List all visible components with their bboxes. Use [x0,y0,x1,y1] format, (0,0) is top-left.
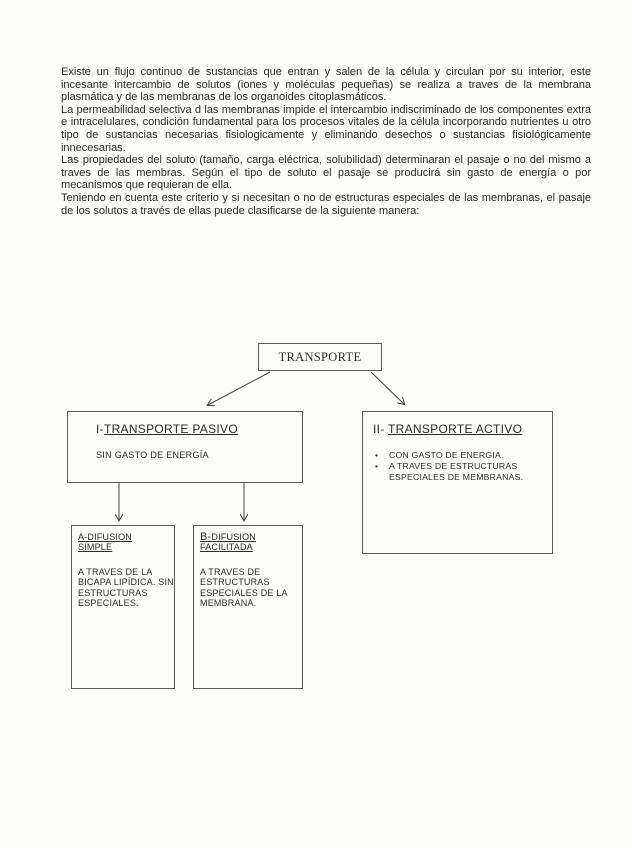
pasivo-title-text: TRANSPORTE PASIVO [103,422,238,436]
bullet-dot: • [375,450,379,460]
pasivo-subtitle: SIN GASTO DE ENERGÍA [96,450,209,460]
transporte-activo-box [362,411,553,554]
difusion-simple-box [71,525,175,689]
activo-bullet-list [373,450,552,483]
facilitada-title-letter: B- [200,531,212,543]
paragraph-3: Las propiedades del soluto (tamaño, carga eléctrica, solubilidad) determinaran el pasaje o no del mismo a traves de las membras. Según el tipo de soluto el pasaje se producirá sin gasto de energía o por mecanismos que requieran de ella. [61,154,591,192]
difusion-simple-title: A-DIFUSION SIMPLE [78,532,133,553]
paragraph-4: Teniendo en cuenta este criterio y si necesitan o no de estructuras especiales de las membranas, el pasaje de los solutos a través de ellas puede clasificarse de la siguiente manera: [61,191,591,217]
transporte-activo-title [373,422,552,436]
facilitada-title-rest: DIFUSION FACILITADA [200,532,257,553]
transporte-root-box [258,343,382,371]
difusion-simple-body: A TRAVES DE LA BICAPA LIPÍDICA. SIN ESTRUCTURAS ESPECIALES. [78,566,174,609]
paragraph-2: La permeabilidad selectiva d las membranas impide el intercambio indiscriminado de los componentes extra e intracelulares, condición fundamental para los procesos vitales de la célula incorporando nutrientes u otro tipo de sustancias necesarias fisiologicamente y eliminando desechos o sustancias fisiológicamente innecesarias. [61,103,591,154]
transporte-pasivo-box [67,411,303,483]
bullet-dot: • [375,461,379,471]
difusion-facilitada-title [200,532,302,553]
difusion-facilitada-box [193,525,303,689]
activo-bullet-item [373,461,552,483]
activo-bullet-item [373,450,552,461]
activo-bullet-text: A TRAVES DE ESTRUCTURAS ESPECIALES DE MEMBRANAS. [389,461,524,482]
activo-bullet-text: CON GASTO DE ENERGIA. [389,450,504,460]
arrow-to-pasivo [208,372,270,405]
pasivo-prefix: I- [96,422,104,436]
arrow-to-activo [371,372,404,404]
transporte-pasivo-title [96,422,302,436]
activo-prefix: II- [373,422,388,436]
difusion-facilitada-body: A TRAVES DE ESTRUCTURAS ESPECIALES DE LA MEMBRANA. [200,566,288,609]
transporte-root-label: TRANSPORTE [278,350,362,364]
activo-title-text: TRANSPORTE ACTIVO [387,422,523,436]
paragraph-1: Existe un flujo continuo de sustancias que entran y salen de la célula y circulan por su interior, este incesante intercambio de solutos (iones y moléculas pequeñas) se realiza a traves de la membrana plasmática y de las membranas de los organoides citoplasmáticos. [61,66,591,104]
